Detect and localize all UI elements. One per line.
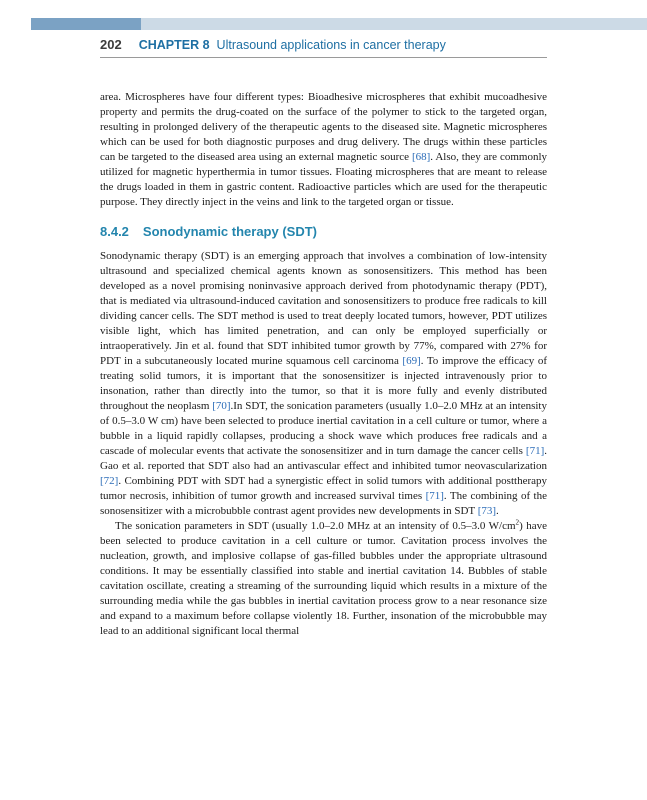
header-accent-bar (31, 18, 647, 30)
text-run: .In SDT, the sonication parameters (usually 1.0–2.0 MHz at an intensity of 0.5–3.0 W cm) have been selected to produce inertial cavitation in a cell culture or tumor, where a bubble in a liquid rapidly collapses, producing a shock wave which produces free radicals and a cascade of molecular events that activate the sonosensitizer and in turn damage the cancer cells (100, 400, 547, 457)
text-run: . The combining of the sonosensitizer with a microbubble contrast agent provides new developments in SDT (100, 490, 547, 517)
citation-link[interactable]: [70] (212, 400, 231, 412)
text-run: . Combining PDT with SDT had a synergistic effect in solid tumors with additional posttherapy tumor necrosis, inhibition of tumor growth and increased survival times (100, 475, 547, 502)
chapter-title: Ultrasound applications in cancer therapy (216, 38, 446, 52)
text-run: . Gao et al. reported that SDT also had an antivascular effect and inhibited tumor neovascularization (100, 445, 547, 472)
text-run: area. Microspheres have four different types: Bioadhesive microspheres that exhibit mucoadhesive property and permits the drug-coated on the surface of the polymer to stick to the targeted organ, resulting in prolonged delivery of the therapeutic agents to the diseased site. Magnetic microspheres which can be used for both diagnostic purposes and drug delivery. The drugs within these particles can be targeted to the diseased area using an external magnetic source (100, 91, 547, 163)
header-divider (100, 57, 547, 58)
citation-link[interactable]: [69] (402, 355, 421, 367)
running-head (100, 37, 560, 52)
body-paragraph (100, 519, 547, 639)
text-run: ) have been selected to produce cavitation in a cell culture or tumor. Cavitation process involves the nucleation, growth, and implosive collapse of gas-filled bubbles under the appropriate ultrasound conditions. It may be essentially classified into stable and inertial cavitation 14. Bubbles of stable cavitation oscillate, creating a streaming of the surrounding liquid which results in a mixture of the surrounding media while the gas bubbles in inertial cavitation process grow to a near resonance size and expand to a maximum before collapse violently 18. Further, insonation of the microbubble may lead to an additional significant local thermal (100, 520, 547, 637)
citation-link[interactable]: [71] (425, 490, 444, 502)
page-body (100, 90, 547, 639)
citation-link[interactable]: [73] (477, 505, 497, 517)
text-run: . (496, 505, 499, 517)
header-accent-block (31, 18, 141, 30)
body-paragraph (100, 90, 547, 210)
citation-link[interactable]: [72] (100, 475, 119, 487)
text-run: . To improve the efficacy of treating solid tumors, it is important that the sonosensitizer is injected intravenously prior to insonation, rather than directly into the tumor, so that it is more fully and evenly distributed throughout the neoplasm (100, 355, 547, 412)
page-number: 202 (100, 37, 122, 52)
section-heading (100, 224, 547, 239)
text-run: Sonodynamic therapy (SDT) is an emerging approach that involves a combination of low-intensity ultrasound and specialized chemical agents known as sonosensitizers. This method has been developed as a novel promising noninvasive approach derived from photodynamic therapy (PDT), that is mediated via ultrasound-induced cavitation and sonosensitizers to produce free radicals to kill dividing cancer cells. The SDT method is used to treat deeply located tumors, however, PDT utilizes visible light, which has limited penetration, and can only be employed superficially or intraoperatively. Jin et al. found that SDT inhibited tumor growth by 77%, compared with 27% for PDT in a subcutaneously located murine squamous cell carcinoma (100, 250, 547, 367)
citation-link[interactable]: [71] (525, 445, 545, 457)
body-paragraph (100, 249, 547, 519)
citation-link[interactable]: [68] (411, 151, 431, 163)
superscript-text: 2 (515, 518, 520, 527)
section-title: Sonodynamic therapy (SDT) (142, 224, 317, 239)
text-run: . Also, they are commonly utilized for magnetic hyperthermia in tumor tissues. Floating microspheres that are meant to release the drugs loaded in them in gastric content. Radioactive particles which are used for the therapeutic purpose. They directly inject in the veins and link to the targeted organ or tissue. (100, 151, 548, 208)
section-number: 8.4.2 (100, 224, 129, 239)
text-run: The sonication parameters in SDT (usually 1.0–2.0 MHz at an intensity of 0.5–3.0 W/cm (115, 520, 516, 532)
chapter-label: CHAPTER 8 (138, 38, 210, 52)
